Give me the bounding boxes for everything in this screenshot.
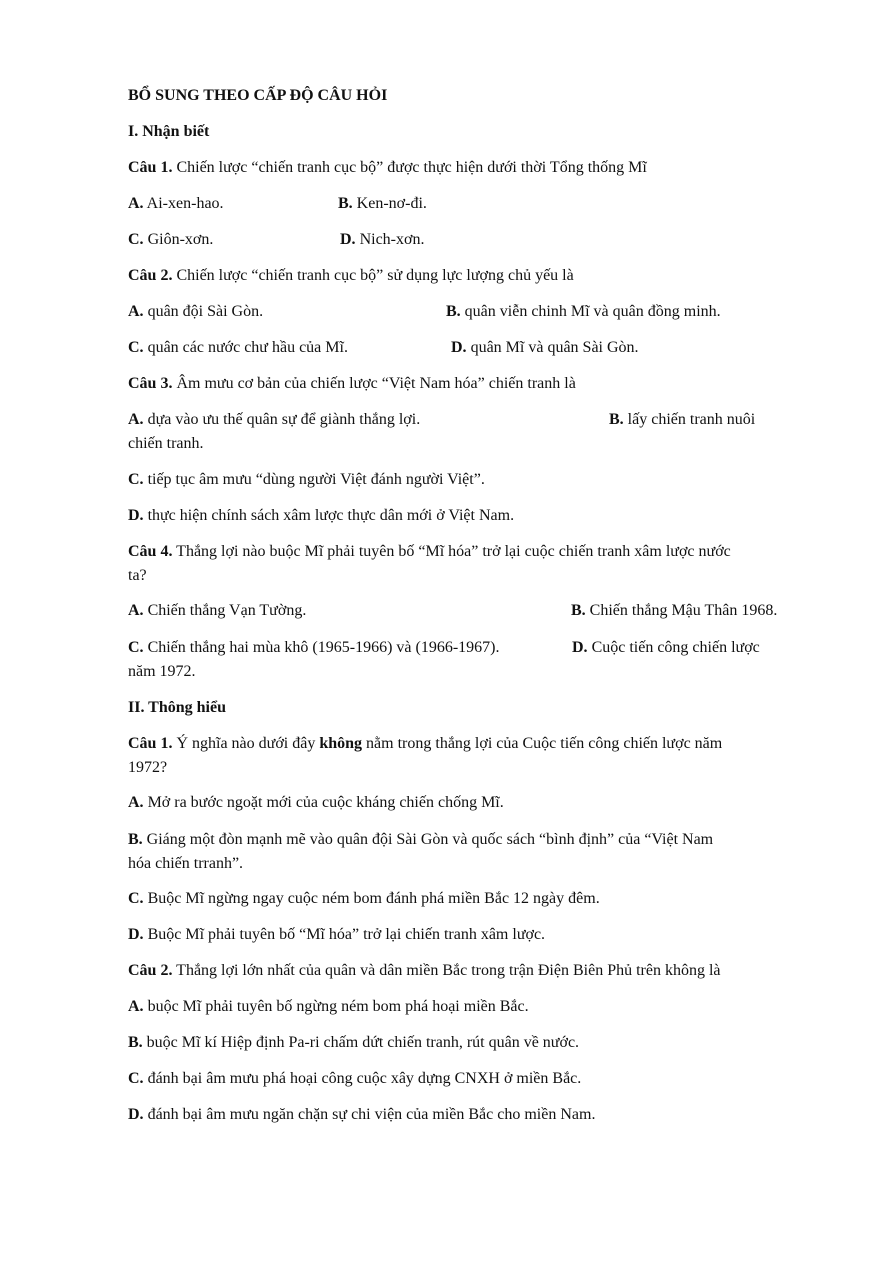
option-text: Chiến thắng Vạn Tường.: [143, 602, 307, 619]
option-text: Giáng một đòn mạnh mẽ vào quân đội Sài Gòn và quốc sách “bình định” của “Việt Nam: [142, 831, 714, 848]
option-1-1-a: [128, 193, 224, 215]
option-1-4-d: [572, 637, 760, 659]
option-1-1-b: [338, 193, 427, 215]
option-text: thực hiện chính sách xâm lược thực dân mới ở Việt Nam.: [143, 507, 515, 524]
option-key: C.: [128, 231, 144, 248]
option-key: D.: [128, 507, 144, 524]
option-2-1-d: [128, 924, 545, 946]
question-label: Câu 2.: [128, 962, 173, 979]
option-key: B.: [609, 411, 624, 428]
question-text: nằm trong thắng lợi của Cuộc tiến công chiến lược năm: [362, 735, 723, 752]
option-key: C.: [128, 471, 144, 488]
question-text: Thắng lợi lớn nhất của quân và dân miền Bắc trong trận Điện Biên Phủ trên không là: [172, 962, 721, 979]
option-key: B.: [571, 602, 586, 619]
option-1-3-b: [609, 409, 755, 431]
option-1-4-a: [128, 600, 306, 622]
question-label: Câu 3.: [128, 375, 173, 392]
option-1-2-c: [128, 337, 348, 359]
option-key: D.: [128, 926, 144, 943]
option-key: D.: [451, 339, 467, 356]
question-2-1-continuation: 1972?: [128, 759, 168, 776]
option-key: A.: [128, 602, 144, 619]
option-text: buộc Mĩ phải tuyên bố ngừng ném bom phá hoại miền Bắc.: [143, 998, 529, 1015]
option-text: Ai-xen-hao.: [143, 195, 224, 212]
option-1-2-d: [451, 337, 639, 359]
option-text: Cuộc tiến công chiến lược: [587, 639, 760, 656]
option-text: đánh bại âm mưu ngăn chặn sự chi viện của miền Bắc cho miền Nam.: [143, 1106, 596, 1123]
option-text: Nich-xơn.: [355, 231, 425, 248]
option-text: Chiến thắng Mậu Thân 1968.: [585, 602, 778, 619]
option-1-4-b: [571, 600, 777, 622]
option-text: quân viễn chinh Mĩ và quân đồng minh.: [460, 303, 721, 320]
option-1-3-d: [128, 505, 514, 527]
option-2-2-c: [128, 1068, 581, 1090]
option-text: buộc Mĩ kí Hiệp định Pa-ri chấm dứt chiến tranh, rút quân về nước.: [142, 1034, 580, 1051]
option-text: Buộc Mĩ phải tuyên bố “Mĩ hóa” trở lại chiến tranh xâm lược.: [143, 926, 546, 943]
option-text: tiếp tục âm mưu “dùng người Việt đánh người Việt”.: [143, 471, 485, 488]
question-2-2: [128, 960, 721, 982]
option-text: quân Mĩ và quân Sài Gòn.: [466, 339, 639, 356]
option-key: A.: [128, 195, 144, 212]
option-1-2-b: [446, 301, 721, 323]
option-2-2-b: [128, 1032, 579, 1054]
question-1-1: [128, 157, 647, 179]
option-key: A.: [128, 411, 144, 428]
option-key: B.: [446, 303, 461, 320]
option-key: C.: [128, 339, 144, 356]
question-1-4: [128, 541, 731, 563]
option-key: C.: [128, 639, 144, 656]
question-2-1: [128, 733, 722, 755]
section-title-recognition: I. Nhận biết: [128, 123, 210, 140]
option-2-2-d: [128, 1104, 595, 1126]
question-1-2: [128, 265, 574, 287]
option-text: Mở ra bước ngoặt mới của cuộc kháng chiến chống Mĩ.: [143, 794, 504, 811]
option-1-1-c: [128, 229, 213, 251]
question-label: Câu 1.: [128, 159, 173, 176]
question-text: Âm mưu cơ bản của chiến lược “Việt Nam hóa” chiến tranh là: [172, 375, 576, 392]
option-1-4-c: [128, 637, 500, 659]
option-text: Buộc Mĩ ngừng ngay cuộc ném bom đánh phá miền Bắc 12 ngày đêm.: [143, 890, 600, 907]
option-key: A.: [128, 303, 144, 320]
option-1-2-a: [128, 301, 263, 323]
option-text: quân đội Sài Gòn.: [143, 303, 264, 320]
option-text: Chiến thắng hai mùa khô (1965-1966) và (1966-1967).: [143, 639, 500, 656]
option-text: quân các nước chư hầu của Mĩ.: [143, 339, 348, 356]
option-key: D.: [572, 639, 588, 656]
option-2-1-a: [128, 792, 504, 814]
option-1-4-d-continuation: năm 1972.: [128, 663, 196, 680]
option-key: A.: [128, 794, 144, 811]
option-1-3-b-continuation: chiến tranh.: [128, 435, 204, 452]
option-2-1-b: [128, 829, 713, 851]
option-text: Giôn-xơn.: [143, 231, 214, 248]
section-title-comprehension: II. Thông hiểu: [128, 699, 226, 716]
option-text: lấy chiến tranh nuôi: [623, 411, 756, 428]
option-key: D.: [128, 1106, 144, 1123]
question-label: Câu 1.: [128, 735, 173, 752]
option-key: A.: [128, 998, 144, 1015]
option-text: dựa vào ưu thế quân sự để giành thắng lợi.: [143, 411, 421, 428]
option-key: B.: [128, 831, 143, 848]
question-label: Câu 4.: [128, 543, 173, 560]
option-key: D.: [340, 231, 356, 248]
question-1-3: [128, 373, 576, 395]
option-text: Ken-nơ-đi.: [352, 195, 427, 212]
option-key: B.: [128, 1034, 143, 1051]
question-1-4-continuation: ta?: [128, 567, 147, 584]
option-2-1-c: [128, 888, 600, 910]
question-emphasis: không: [319, 735, 363, 752]
option-1-1-d: [340, 229, 424, 251]
document-heading: BỔ SUNG THEO CẤP ĐỘ CÂU HỎI: [128, 87, 388, 104]
question-text: Thắng lợi nào buộc Mĩ phải tuyên bố “Mĩ hóa” trở lại cuộc chiến tranh xâm lược nước: [172, 543, 731, 560]
option-1-3-a: [128, 409, 420, 431]
option-text: đánh bại âm mưu phá hoại công cuộc xây dựng CNXH ở miền Bắc.: [143, 1070, 582, 1087]
question-label: Câu 2.: [128, 267, 173, 284]
question-text: Chiến lược “chiến tranh cục bộ” được thực hiện dưới thời Tổng thống Mĩ: [172, 159, 647, 176]
option-2-1-b-continuation: hóa chiến trranh”.: [128, 855, 244, 872]
option-key: B.: [338, 195, 353, 212]
question-text: Ý nghĩa nào dưới đây: [172, 735, 320, 752]
question-text: Chiến lược “chiến tranh cục bộ” sử dụng lực lượng chủ yếu là: [172, 267, 574, 284]
option-key: C.: [128, 1070, 144, 1087]
option-1-3-c: [128, 469, 485, 491]
option-key: C.: [128, 890, 144, 907]
option-2-2-a: [128, 996, 529, 1018]
